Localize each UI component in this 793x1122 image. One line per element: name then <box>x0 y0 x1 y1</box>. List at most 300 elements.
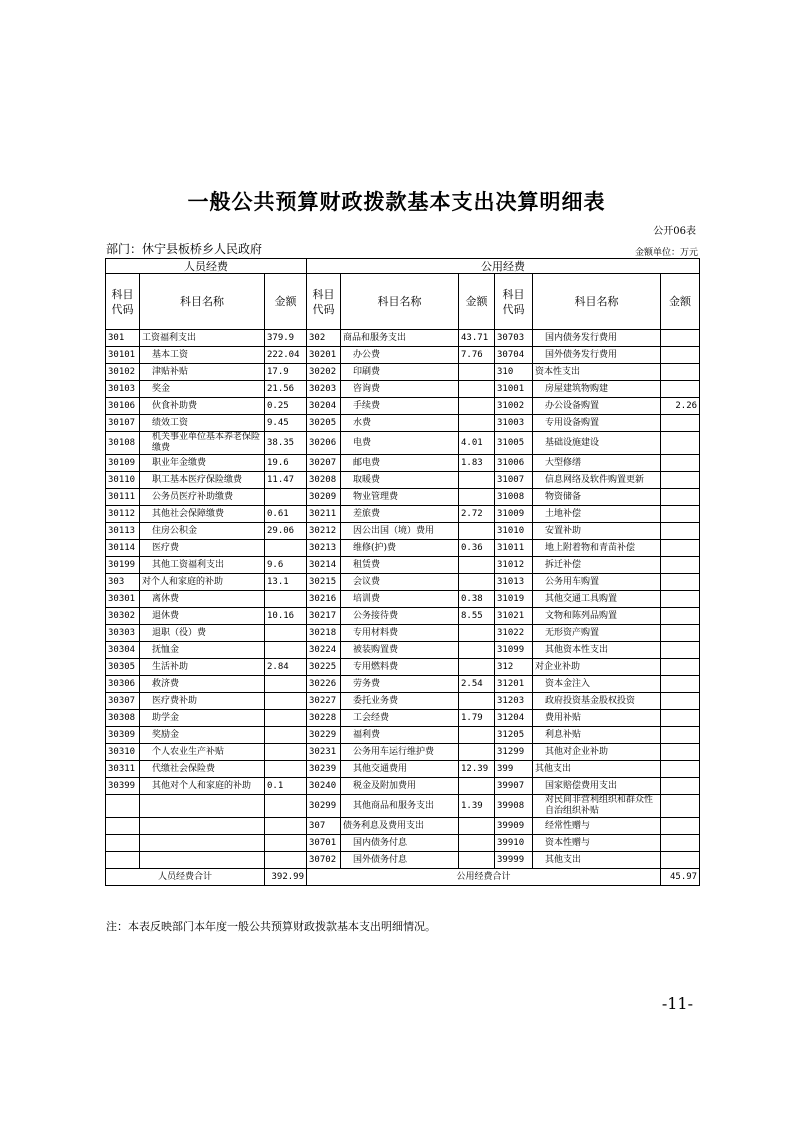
amount-cell <box>661 693 700 710</box>
code-cell: 30302 <box>106 608 140 625</box>
name-cell: 对个人和家庭的补助 <box>140 574 265 591</box>
amount-cell <box>459 472 495 489</box>
code-cell: 31010 <box>495 523 533 540</box>
name-cell: 抚恤金 <box>140 642 265 659</box>
code-cell: 30307 <box>106 693 140 710</box>
name-cell: 奖励金 <box>140 727 265 744</box>
code-cell: 39999 <box>495 852 533 869</box>
code-cell: 30701 <box>307 835 341 852</box>
name-cell: 职业年金缴费 <box>140 455 265 472</box>
code-cell: 30211 <box>307 506 341 523</box>
name-cell: 国外债务付息 <box>341 852 459 869</box>
code-cell: 31204 <box>495 710 533 727</box>
code-cell: 30702 <box>307 852 341 869</box>
amount-cell <box>661 591 700 608</box>
amount-cell <box>459 818 495 835</box>
expenditure-table <box>105 258 700 886</box>
amount-cell <box>661 659 700 676</box>
header-code: 科目 代码 <box>106 274 140 330</box>
amount-cell: 7.76 <box>459 347 495 364</box>
header-name: 科目名称 <box>341 274 459 330</box>
amount-cell: 2.72 <box>459 506 495 523</box>
table-row <box>106 591 700 608</box>
amount-cell <box>661 795 700 818</box>
code-cell: 31006 <box>495 455 533 472</box>
name-cell: 伙食补助费 <box>140 398 265 415</box>
code-cell: 31009 <box>495 506 533 523</box>
code-cell: 31001 <box>495 381 533 398</box>
name-cell: 被装购置费 <box>341 642 459 659</box>
code-cell: 312 <box>495 659 533 676</box>
code-cell: 30240 <box>307 778 341 795</box>
name-cell: 债务利息及费用支出 <box>341 818 459 835</box>
table-row <box>106 540 700 557</box>
code-cell: 30704 <box>495 347 533 364</box>
amount-cell <box>661 778 700 795</box>
code-cell: 30106 <box>106 398 140 415</box>
amount-cell <box>265 540 307 557</box>
amount-cell: 9.6 <box>265 557 307 574</box>
amount-cell: 8.55 <box>459 608 495 625</box>
code-cell: 30228 <box>307 710 341 727</box>
code-cell: 307 <box>307 818 341 835</box>
amount-cell <box>661 642 700 659</box>
code-cell: 31299 <box>495 744 533 761</box>
table-row <box>106 347 700 364</box>
name-cell: 取暖费 <box>341 472 459 489</box>
header-code: 科目 代码 <box>307 274 341 330</box>
amount-cell <box>661 455 700 472</box>
name-cell <box>140 818 265 835</box>
name-cell: 奖金 <box>140 381 265 398</box>
name-cell: 生活补助 <box>140 659 265 676</box>
code-cell: 31203 <box>495 693 533 710</box>
name-cell: 专用燃料费 <box>341 659 459 676</box>
name-cell: 租赁费 <box>341 557 459 574</box>
code-cell: 31205 <box>495 727 533 744</box>
name-cell: 经常性赠与 <box>533 818 661 835</box>
amount-cell: 0.36 <box>459 540 495 557</box>
amount-cell <box>661 347 700 364</box>
public-total-label: 公用经费合计 <box>307 869 661 886</box>
code-cell: 30110 <box>106 472 140 489</box>
code-cell: 30231 <box>307 744 341 761</box>
name-cell: 绩效工资 <box>140 415 265 432</box>
amount-cell <box>459 398 495 415</box>
name-cell <box>140 795 265 818</box>
table-row <box>106 795 700 818</box>
name-cell: 商品和服务支出 <box>341 330 459 347</box>
amount-cell <box>661 818 700 835</box>
code-cell: 31012 <box>495 557 533 574</box>
name-cell: 工会经费 <box>341 710 459 727</box>
name-cell: 离休费 <box>140 591 265 608</box>
name-cell: 对民间非营利组织和群众性自治组织补贴 <box>533 795 661 818</box>
code-cell: 30225 <box>307 659 341 676</box>
amount-cell <box>265 710 307 727</box>
code-cell: 39907 <box>495 778 533 795</box>
table-row <box>106 676 700 693</box>
name-cell: 物业管理费 <box>341 489 459 506</box>
table-row <box>106 608 700 625</box>
name-cell: 国内债务发行费用 <box>533 330 661 347</box>
code-cell: 31201 <box>495 676 533 693</box>
code-cell: 30239 <box>307 761 341 778</box>
personnel-total-value: 392.99 <box>265 869 307 886</box>
amount-cell <box>265 591 307 608</box>
code-cell: 30112 <box>106 506 140 523</box>
amount-cell <box>661 540 700 557</box>
amount-cell <box>459 557 495 574</box>
name-cell: 医疗费 <box>140 540 265 557</box>
code-cell: 30229 <box>307 727 341 744</box>
header-amount: 金额 <box>265 274 307 330</box>
amount-cell: 2.54 <box>459 676 495 693</box>
amount-cell <box>459 693 495 710</box>
code-cell: 30113 <box>106 523 140 540</box>
table-row <box>106 398 700 415</box>
name-cell: 代缴社会保险费 <box>140 761 265 778</box>
table-row <box>106 744 700 761</box>
amount-cell: 0.61 <box>265 506 307 523</box>
code-cell: 30207 <box>307 455 341 472</box>
code-cell: 30303 <box>106 625 140 642</box>
table-row <box>106 455 700 472</box>
amount-cell <box>661 852 700 869</box>
amount-cell: 21.56 <box>265 381 307 398</box>
header-amount: 金额 <box>459 274 495 330</box>
amount-cell <box>459 727 495 744</box>
name-cell: 委托业务费 <box>341 693 459 710</box>
code-cell: 30204 <box>307 398 341 415</box>
name-cell: 资本性支出 <box>533 364 661 381</box>
amount-cell <box>661 381 700 398</box>
form-number: 公开06表 <box>653 226 696 237</box>
name-cell: 专用设备购置 <box>533 415 661 432</box>
name-cell: 办公设备购置 <box>533 398 661 415</box>
amount-cell <box>265 642 307 659</box>
table-row <box>106 364 700 381</box>
header-code: 科目 代码 <box>495 274 533 330</box>
name-cell: 水费 <box>341 415 459 432</box>
code-cell <box>106 835 140 852</box>
amount-cell <box>661 472 700 489</box>
name-cell: 印刷费 <box>341 364 459 381</box>
amount-cell <box>265 625 307 642</box>
name-cell: 劳务费 <box>341 676 459 693</box>
header-name: 科目名称 <box>533 274 661 330</box>
name-cell: 其他支出 <box>533 761 661 778</box>
amount-cell: 1.39 <box>459 795 495 818</box>
header-name: 科目名称 <box>140 274 265 330</box>
code-cell: 30304 <box>106 642 140 659</box>
name-cell: 助学金 <box>140 710 265 727</box>
name-cell: 公务用车运行维护费 <box>341 744 459 761</box>
code-cell: 399 <box>495 761 533 778</box>
amount-cell <box>265 818 307 835</box>
amount-cell: 19.6 <box>265 455 307 472</box>
amount-cell <box>661 432 700 455</box>
code-cell: 30208 <box>307 472 341 489</box>
amount-cell <box>661 489 700 506</box>
amount-cell: 29.06 <box>265 523 307 540</box>
public-total-value: 45.97 <box>661 869 700 886</box>
amount-cell <box>459 364 495 381</box>
code-cell: 30213 <box>307 540 341 557</box>
name-cell: 退休费 <box>140 608 265 625</box>
amount-cell <box>661 523 700 540</box>
amount-cell: 0.38 <box>459 591 495 608</box>
name-cell: 福利费 <box>341 727 459 744</box>
amount-cell <box>265 727 307 744</box>
amount-cell <box>661 330 700 347</box>
amount-cell: 12.39 <box>459 761 495 778</box>
name-cell: 其他交通工具购置 <box>533 591 661 608</box>
amount-cell: 1.79 <box>459 710 495 727</box>
code-cell: 30218 <box>307 625 341 642</box>
name-cell: 其他支出 <box>533 852 661 869</box>
amount-cell <box>459 744 495 761</box>
code-cell: 30399 <box>106 778 140 795</box>
name-cell: 专用材料费 <box>341 625 459 642</box>
code-cell: 30103 <box>106 381 140 398</box>
amount-cell: 4.01 <box>459 432 495 455</box>
name-cell: 安置补助 <box>533 523 661 540</box>
name-cell: 物资储备 <box>533 489 661 506</box>
table-row <box>106 625 700 642</box>
name-cell: 医疗费补助 <box>140 693 265 710</box>
table-row <box>106 727 700 744</box>
footnote: 注：本表反映部门本年度一般公共预算财政拨款基本支出明细情况。 <box>106 920 436 933</box>
header-amount: 金额 <box>661 274 700 330</box>
amount-cell <box>661 710 700 727</box>
code-cell: 30212 <box>307 523 341 540</box>
code-cell: 30199 <box>106 557 140 574</box>
amount-cell: 0.1 <box>265 778 307 795</box>
name-cell: 办公费 <box>341 347 459 364</box>
table-row <box>106 523 700 540</box>
code-cell: 30215 <box>307 574 341 591</box>
section-public: 公用经费 <box>307 259 700 274</box>
amount-cell <box>265 489 307 506</box>
amount-cell: 17.9 <box>265 364 307 381</box>
name-cell: 国家赔偿费用支出 <box>533 778 661 795</box>
code-cell: 30214 <box>307 557 341 574</box>
amount-cell: 2.26 <box>661 398 700 415</box>
code-cell: 30108 <box>106 432 140 455</box>
amount-cell <box>661 727 700 744</box>
amount-cell: 0.25 <box>265 398 307 415</box>
amount-cell <box>661 364 700 381</box>
amount-cell <box>459 381 495 398</box>
name-cell: 国外债务发行费用 <box>533 347 661 364</box>
code-cell: 31013 <box>495 574 533 591</box>
amount-cell <box>661 608 700 625</box>
name-cell: 资本金注入 <box>533 676 661 693</box>
name-cell: 税金及附加费用 <box>341 778 459 795</box>
amount-cell <box>459 659 495 676</box>
name-cell: 救济费 <box>140 676 265 693</box>
name-cell: 维修(护)费 <box>341 540 459 557</box>
code-cell: 30209 <box>307 489 341 506</box>
code-cell: 303 <box>106 574 140 591</box>
code-cell: 30206 <box>307 432 341 455</box>
amount-cell <box>459 835 495 852</box>
name-cell: 电费 <box>341 432 459 455</box>
amount-cell: 43.71 <box>459 330 495 347</box>
table-row <box>106 506 700 523</box>
code-cell: 39910 <box>495 835 533 852</box>
name-cell: 津贴补贴 <box>140 364 265 381</box>
code-cell: 30109 <box>106 455 140 472</box>
code-cell: 39909 <box>495 818 533 835</box>
table-row <box>106 642 700 659</box>
name-cell: 其他商品和服务支出 <box>341 795 459 818</box>
name-cell: 会议费 <box>341 574 459 591</box>
table-row <box>106 659 700 676</box>
name-cell: 其他对个人和家庭的补助 <box>140 778 265 795</box>
section-personnel: 人员经费 <box>106 259 307 274</box>
amount-cell <box>661 676 700 693</box>
code-cell: 31021 <box>495 608 533 625</box>
table-row <box>106 472 700 489</box>
code-cell: 30310 <box>106 744 140 761</box>
amount-cell <box>661 744 700 761</box>
name-cell <box>140 835 265 852</box>
code-cell: 30311 <box>106 761 140 778</box>
code-cell: 31099 <box>495 642 533 659</box>
code-cell <box>106 795 140 818</box>
table-row <box>106 574 700 591</box>
code-cell: 31005 <box>495 432 533 455</box>
amount-cell: 13.1 <box>265 574 307 591</box>
amount-cell: 10.16 <box>265 608 307 625</box>
table-row <box>106 710 700 727</box>
code-cell: 310 <box>495 364 533 381</box>
code-cell: 30111 <box>106 489 140 506</box>
name-cell: 大型修缮 <box>533 455 661 472</box>
unit-label: 金额单位：万元 <box>634 248 698 258</box>
code-cell: 31003 <box>495 415 533 432</box>
code-cell <box>106 818 140 835</box>
amount-cell <box>661 761 700 778</box>
amount-cell: 222.04 <box>265 347 307 364</box>
name-cell: 信息网络及软件购置更新 <box>533 472 661 489</box>
name-cell: 公务接待费 <box>341 608 459 625</box>
table-row <box>106 432 700 455</box>
amount-cell <box>265 835 307 852</box>
name-cell: 土地补偿 <box>533 506 661 523</box>
amount-cell <box>459 489 495 506</box>
name-cell: 对企业补助 <box>533 659 661 676</box>
table-row <box>106 415 700 432</box>
code-cell: 30216 <box>307 591 341 608</box>
page-title: 一般公共预算财政拨款基本支出决算明细表 <box>187 189 606 214</box>
name-cell: 个人农业生产补贴 <box>140 744 265 761</box>
name-cell: 其他工资福利支出 <box>140 557 265 574</box>
table-row <box>106 835 700 852</box>
code-cell: 301 <box>106 330 140 347</box>
amount-cell <box>459 415 495 432</box>
name-cell: 培训费 <box>341 591 459 608</box>
code-cell: 302 <box>307 330 341 347</box>
amount-cell <box>265 676 307 693</box>
name-cell: 其他交通费用 <box>341 761 459 778</box>
name-cell: 费用补贴 <box>533 710 661 727</box>
code-cell: 30217 <box>307 608 341 625</box>
table-row <box>106 761 700 778</box>
code-cell: 30205 <box>307 415 341 432</box>
code-cell: 31007 <box>495 472 533 489</box>
name-cell: 差旅费 <box>341 506 459 523</box>
table-row <box>106 778 700 795</box>
table-row <box>106 693 700 710</box>
name-cell: 职工基本医疗保险缴费 <box>140 472 265 489</box>
table-row <box>106 381 700 398</box>
code-cell: 39908 <box>495 795 533 818</box>
name-cell: 政府投资基金股权投资 <box>533 693 661 710</box>
name-cell: 退职（役）费 <box>140 625 265 642</box>
code-cell: 30101 <box>106 347 140 364</box>
amount-cell <box>265 693 307 710</box>
code-cell: 30202 <box>307 364 341 381</box>
amount-cell <box>459 523 495 540</box>
code-cell: 31002 <box>495 398 533 415</box>
amount-cell: 1.83 <box>459 455 495 472</box>
table-row <box>106 330 700 347</box>
amount-cell <box>459 625 495 642</box>
table-row <box>106 852 700 869</box>
amount-cell <box>661 557 700 574</box>
code-cell: 30203 <box>307 381 341 398</box>
amount-cell: 2.84 <box>265 659 307 676</box>
name-cell: 其他对企业补助 <box>533 744 661 761</box>
code-cell: 31011 <box>495 540 533 557</box>
name-cell: 咨询费 <box>341 381 459 398</box>
amount-cell <box>459 778 495 795</box>
amount-cell <box>661 506 700 523</box>
name-cell: 基础设施建设 <box>533 432 661 455</box>
code-cell <box>106 852 140 869</box>
code-cell: 30227 <box>307 693 341 710</box>
code-cell: 31019 <box>495 591 533 608</box>
name-cell: 公务用车购置 <box>533 574 661 591</box>
code-cell: 30305 <box>106 659 140 676</box>
amount-cell: 9.45 <box>265 415 307 432</box>
table-row <box>106 818 700 835</box>
name-cell <box>140 852 265 869</box>
name-cell: 房屋建筑物购建 <box>533 381 661 398</box>
code-cell: 31022 <box>495 625 533 642</box>
code-cell: 30299 <box>307 795 341 818</box>
personnel-total-label: 人员经费合计 <box>106 869 265 886</box>
table-row <box>106 557 700 574</box>
name-cell: 利息补贴 <box>533 727 661 744</box>
name-cell: 基本工资 <box>140 347 265 364</box>
amount-cell <box>265 761 307 778</box>
code-cell: 30306 <box>106 676 140 693</box>
name-cell: 其他资本性支出 <box>533 642 661 659</box>
name-cell: 地上附着物和青苗补偿 <box>533 540 661 557</box>
amount-cell: 38.35 <box>265 432 307 455</box>
code-cell: 31008 <box>495 489 533 506</box>
table-row <box>106 489 700 506</box>
name-cell: 资本性赠与 <box>533 835 661 852</box>
name-cell: 拆迁补偿 <box>533 557 661 574</box>
amount-cell <box>459 852 495 869</box>
name-cell: 公务员医疗补助缴费 <box>140 489 265 506</box>
amount-cell <box>661 415 700 432</box>
